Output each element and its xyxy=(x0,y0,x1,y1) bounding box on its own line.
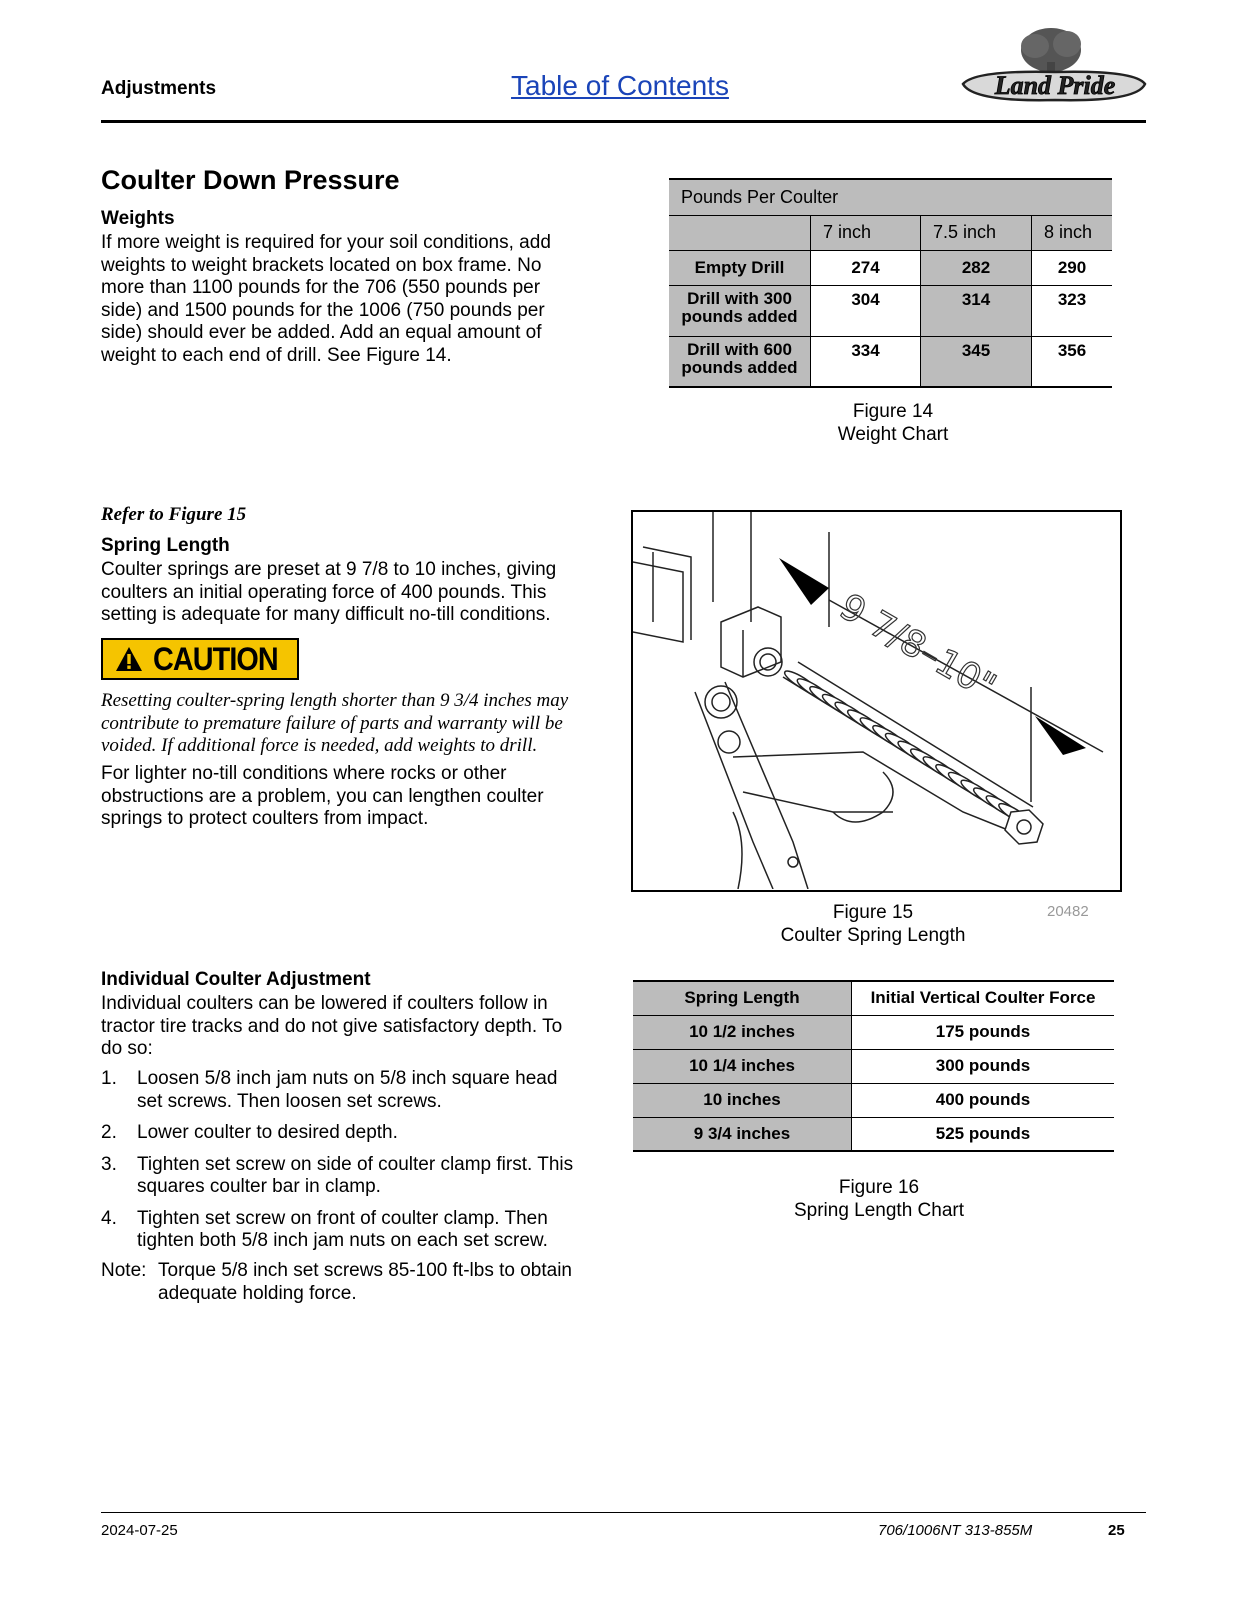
spring-length-cell: 10 1/4 inches xyxy=(633,1049,852,1083)
step-text: Tighten set screw on side of coulter clamp first. This squares coulter bar in clamp. xyxy=(137,1153,574,1197)
footer-rule xyxy=(101,1512,1146,1513)
force-cell: 400 pounds xyxy=(852,1083,1115,1117)
individual-adjustment-heading: Individual Coulter Adjustment xyxy=(101,969,371,990)
force-cell: 175 pounds xyxy=(852,1015,1115,1049)
force-cell: 525 pounds xyxy=(852,1117,1115,1151)
table-of-contents-link[interactable]: Table of Contents xyxy=(511,70,729,101)
figure-16-caption xyxy=(776,1176,982,1222)
weights-heading: Weights xyxy=(101,208,175,229)
table-cell: 304 xyxy=(811,285,921,336)
table-cell: 345 xyxy=(921,336,1032,387)
caution-text-label: CAUTION xyxy=(153,640,278,677)
spring-length-heading: Spring Length xyxy=(101,535,230,556)
part-number: 20482 xyxy=(1047,903,1089,920)
step-text: Tighten set screw on front of coulter clamp. Then tighten both 5/8 inch jam nuts on each set screw. xyxy=(137,1207,548,1251)
coulter-spring-illustration xyxy=(633,512,1119,889)
caption-line: Spring Length Chart xyxy=(793,1200,965,1221)
caption-line: Figure 14 xyxy=(852,401,934,422)
page-number: 25 xyxy=(1108,1522,1125,1539)
caption-line: Weight Chart xyxy=(837,424,949,445)
table-row xyxy=(633,1015,1114,1049)
column-header: 8 inch xyxy=(1032,215,1113,250)
row-label: Drill with 300 pounds added xyxy=(669,285,811,336)
caption-line: Figure 16 xyxy=(838,1177,920,1198)
step-number: 4. xyxy=(101,1207,117,1229)
step-text: Loosen 5/8 inch jam nuts on 5/8 inch square head set screws. Then loosen set screws. xyxy=(137,1068,558,1112)
step-number: 3. xyxy=(101,1153,117,1175)
land-pride-logo xyxy=(955,22,1150,114)
spring-length-body: Coulter springs are preset at 9 7/8 to 10 inches, giving coulters an initial operating force of 400 pounds. This setting is adequate for many difficult no-till conditions. xyxy=(101,559,557,625)
spring-length-cell: 9 3/4 inches xyxy=(633,1117,852,1151)
torque-note xyxy=(101,1260,586,1305)
adjustment-steps xyxy=(101,1068,581,1262)
note-label: Note: xyxy=(101,1260,147,1281)
caution-label xyxy=(101,638,299,680)
table-cell: 356 xyxy=(1032,336,1113,387)
step-text: Lower coulter to desired depth. xyxy=(137,1122,398,1143)
table-cell: 290 xyxy=(1032,250,1113,285)
column-header: Spring Length xyxy=(633,981,852,1015)
step-number: 2. xyxy=(101,1122,117,1143)
list-item xyxy=(101,1122,581,1145)
table-cell: 334 xyxy=(811,336,921,387)
note-text: Torque 5/8 inch set screws 85-100 ft-lbs to obtain adequate holding force. xyxy=(158,1260,573,1304)
column-header: Initial Vertical Coulter Force xyxy=(852,981,1115,1015)
svg-text:Land Pride: Land Pride xyxy=(994,71,1116,100)
spring-length-cell: 10 inches xyxy=(633,1083,852,1117)
row-label: Empty Drill xyxy=(669,250,811,285)
caption-line: Coulter Spring Length xyxy=(780,925,966,946)
table-row xyxy=(633,1049,1114,1083)
figure-15-caption xyxy=(770,901,976,947)
column-header: 7.5 inch xyxy=(921,215,1032,250)
table-cell: 314 xyxy=(921,285,1032,336)
weights-body: If more weight is required for your soil conditions, add weights to weight brackets located on box frame. No more than 1100 pounds for the 706 (550 pounds per side) and 1500 pounds for the 1006 (750 pounds per side) should ever be added. Add an equal amount of weight to each end of drill. See Figure 14. xyxy=(101,232,551,366)
footer-date: 2024-07-25 xyxy=(101,1522,178,1539)
step-number: 1. xyxy=(101,1068,117,1089)
spring-length-cell: 10 1/2 inches xyxy=(633,1015,852,1049)
warning-triangle-icon xyxy=(115,646,143,672)
list-item xyxy=(101,1154,581,1199)
figure-14-caption xyxy=(790,400,996,446)
spring-length-body-2: For lighter no-till conditions where rocks or other obstructions are a problem, you can lengthen coulter springs to protect coulters from impact. xyxy=(101,763,544,829)
dimension-label: 9 7/8–10" xyxy=(832,586,1003,709)
table-cell: 282 xyxy=(921,250,1032,285)
table-cell: 274 xyxy=(811,250,921,285)
list-item xyxy=(101,1068,581,1113)
caption-line: Figure 15 xyxy=(832,902,914,923)
table-row xyxy=(633,1117,1114,1151)
page-title: Coulter Down Pressure xyxy=(101,165,400,195)
weight-chart xyxy=(669,178,1112,388)
section-title: Adjustments xyxy=(101,78,217,99)
coulter-spring-figure xyxy=(631,510,1122,892)
force-cell: 300 pounds xyxy=(852,1049,1115,1083)
table-row xyxy=(633,1083,1114,1117)
column-header: 7 inch xyxy=(811,215,921,250)
row-label: Drill with 600 pounds added xyxy=(669,336,811,387)
refer-figure-15: Refer to Figure 15 xyxy=(101,504,247,525)
header-rule xyxy=(101,120,1146,123)
caution-message: Resetting coulter-spring length shorter than 9 3/4 inches may contribute to premature failure of parts and warranty will be voided. If additional force is needed, add weights to drill. xyxy=(101,690,569,756)
individual-adjustment-body: Individual coulters can be lowered if coulters follow in tractor tire tracks and do not give satisfactory depth. To do so: xyxy=(101,993,563,1059)
list-item xyxy=(101,1208,581,1253)
footer-doc-number: 706/1006NT 313-855M xyxy=(878,1522,1033,1539)
table-cell: 323 xyxy=(1032,285,1113,336)
spring-length-chart xyxy=(633,980,1114,1152)
weight-chart-title: Pounds Per Coulter xyxy=(669,179,1112,215)
